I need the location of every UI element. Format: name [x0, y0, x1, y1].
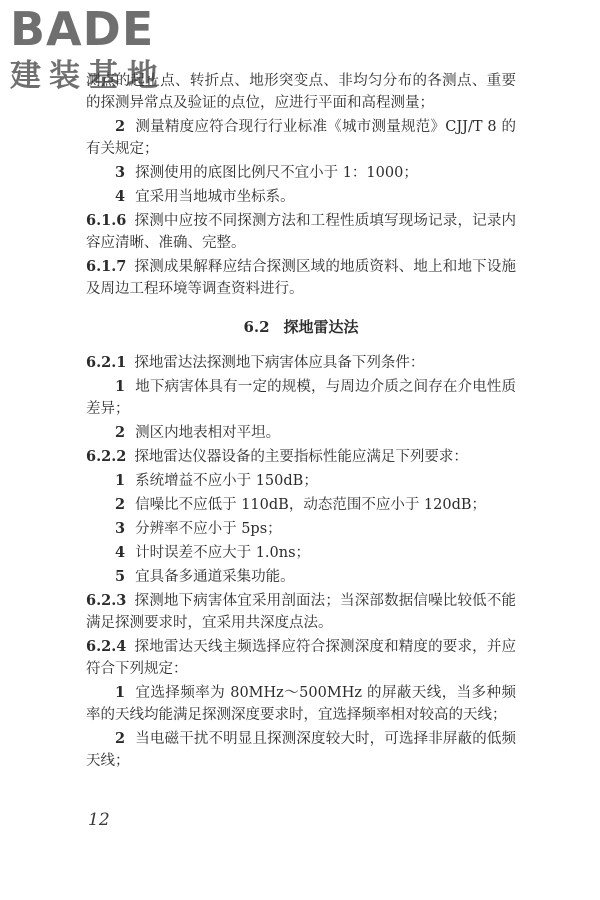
clause [86, 636, 516, 680]
item-number: 1 [115, 472, 126, 489]
paragraph-text: 测点的起止点、转折点、地形突变点、非均匀分布的各测点、重要的探测异常点及验证的点位，应进行平面和高程测量； [86, 73, 516, 111]
clause-text: 探地雷达仪器设备的主要指标性能应满足下列要求： [134, 449, 468, 465]
item-text: 宜选择频率为 80MHz～500MHz 的屏蔽天线，当多种频率的天线均能满足探测深度要求时，宜选择频率相对较高的天线； [86, 685, 516, 723]
clause-number: 6.2.2 [86, 448, 127, 465]
list-item [86, 682, 516, 726]
section-number: 6.2 [243, 318, 270, 336]
item-number: 4 [115, 188, 126, 205]
item-number: 3 [115, 520, 126, 537]
list-item [86, 162, 516, 184]
list-item [86, 542, 516, 564]
clause-number: 6.2.4 [86, 638, 127, 655]
item-text: 宜具备多通道采集功能。 [135, 569, 295, 585]
clause-text: 探地雷达天线主频选择应符合探测深度和精度的要求，并应符合下列规定： [86, 639, 516, 677]
paragraph-continuation [86, 70, 516, 114]
item-text: 信噪比不应低于 110dB，动态范围不应小于 120dB； [135, 497, 487, 513]
list-item [86, 728, 516, 772]
list-item [86, 116, 516, 160]
list-item [86, 494, 516, 516]
item-number: 5 [115, 568, 126, 585]
section-heading [86, 316, 516, 338]
clause [86, 210, 516, 254]
logo-wordmark: BADE [10, 2, 155, 56]
item-number: 2 [115, 118, 126, 135]
item-text: 当电磁干扰不明显且探测深度较大时，可选择非屏蔽的低频天线； [86, 731, 516, 769]
clause-text: 探地雷达法探测地下病害体应具备下列条件： [134, 355, 425, 371]
item-number: 2 [115, 730, 126, 747]
list-item [86, 376, 516, 420]
item-number: 1 [115, 684, 126, 701]
section-title: 探地雷达法 [283, 318, 359, 336]
clause [86, 256, 516, 300]
item-text: 计时误差不应大于 1.0ns； [135, 545, 311, 561]
item-number: 3 [115, 164, 126, 181]
item-text: 分辨率不应小于 5ps； [135, 521, 282, 537]
item-text: 测区内地表相对平坦。 [135, 425, 281, 441]
document-body [86, 70, 516, 774]
item-text: 探测使用的底图比例尺不宜小于 1：1000； [135, 165, 418, 181]
item-number: 2 [115, 496, 126, 513]
clause-text: 探测成果解释应结合探测区域的地质资料、地上和地下设施及周边工程环境等调查资料进行。 [86, 259, 516, 297]
clause-number: 6.2.1 [86, 354, 127, 371]
item-number: 4 [115, 544, 126, 561]
list-item [86, 186, 516, 208]
logo-subtitle: 建装基地 [10, 58, 166, 94]
clause [86, 352, 516, 374]
list-item [86, 470, 516, 492]
item-number: 1 [115, 378, 126, 395]
list-item [86, 422, 516, 444]
item-text: 测量精度应符合现行行业标准《城市测量规范》CJJ/T 8 的有关规定； [86, 119, 516, 157]
list-item [86, 566, 516, 588]
item-number: 2 [115, 424, 126, 441]
clause-text: 探测地下病害体宜采用剖面法；当深部数据信噪比较低不能满足探测要求时，宜采用共深度点法。 [86, 593, 516, 631]
clause-number: 6.1.7 [86, 258, 127, 275]
clause [86, 446, 516, 468]
page-number: 12 [88, 810, 110, 830]
list-item [86, 518, 516, 540]
clause [86, 590, 516, 634]
clause-number: 6.2.3 [86, 592, 127, 609]
clause-text: 探测中应按不同探测方法和工程性质填写现场记录，记录内容应清晰、准确、完整。 [86, 213, 516, 251]
item-text: 宜采用当地城市坐标系。 [135, 189, 295, 205]
item-text: 地下病害体具有一定的规模，与周边介质之间存在介电性质差异； [86, 379, 516, 417]
item-text: 系统增益不应小于 150dB； [135, 473, 318, 489]
clause-number: 6.1.6 [86, 212, 127, 229]
